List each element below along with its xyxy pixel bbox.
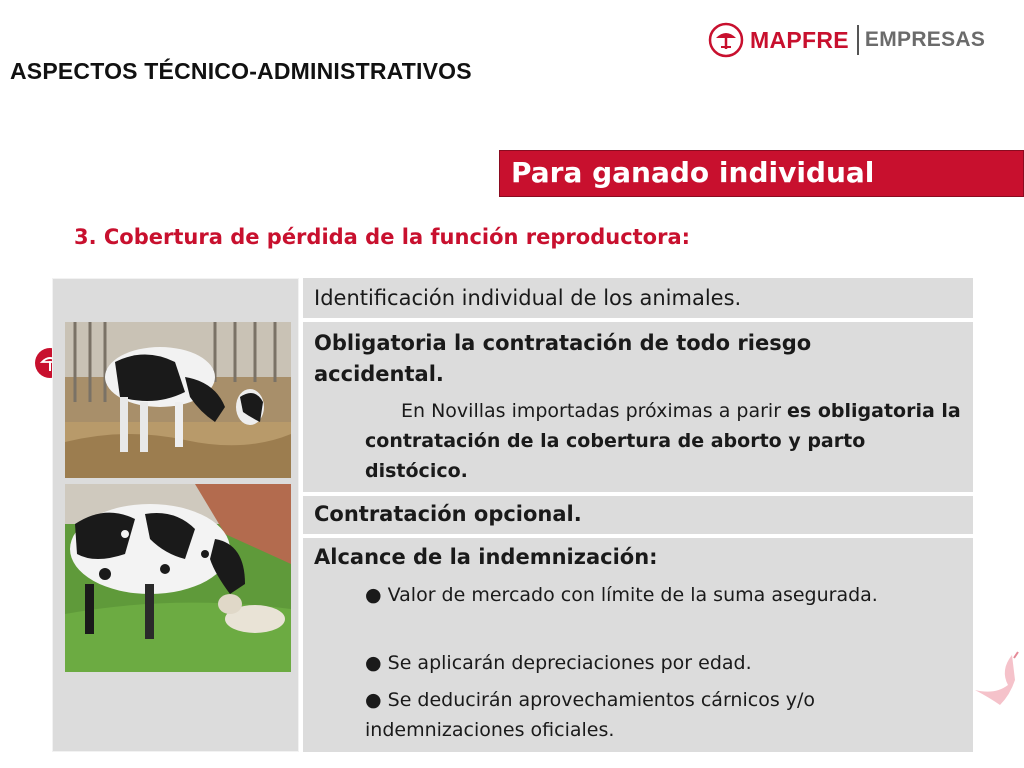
row-compensation-title: Alcance de la indemnización: (314, 545, 658, 569)
list-item (365, 648, 965, 678)
banner-text: Para ganado individual (511, 156, 875, 189)
note-prefix: En Novillas importadas próximas a parir (401, 400, 788, 422)
logo-brand-text: MAPFRE (750, 26, 849, 53)
row-compensation (303, 538, 973, 752)
list-item (365, 580, 965, 610)
bullet-text: Se aplicarán depreciaciones por edad. (387, 652, 752, 674)
bullet-text: Valor de mercado con límite de la suma asegurada. (387, 584, 878, 606)
bullet-text: Se deducirán aprovechamientos cárnicos y/o indemnizaciones oficiales. (365, 689, 816, 741)
bullet-icon: ● (365, 652, 382, 674)
decorative-figure-icon (970, 650, 1020, 710)
row-optional-text: Contratación opcional. (314, 502, 582, 526)
image-column (52, 278, 299, 752)
mapfre-logo (708, 22, 985, 58)
row-optional (303, 496, 973, 534)
logo-separator (857, 25, 859, 55)
row-mandatory-title: Obligatoria la contratación de todo riesgo accidental. (314, 331, 812, 386)
row-mandatory (303, 322, 973, 492)
coverage-table (52, 278, 973, 752)
cow-licking-calf-photo (65, 484, 291, 672)
row-mandatory-note (365, 396, 965, 486)
row-identification-text: Identificación individual de los animales. (314, 286, 742, 310)
logo-division-text: EMPRESAS (864, 28, 986, 51)
list-item (365, 685, 965, 745)
mapfre-emblem-icon (708, 22, 744, 58)
cow-with-calf-photo (65, 322, 291, 478)
section-banner (499, 150, 1024, 197)
page-header-title: ASPECTOS TÉCNICO-ADMINISTRATIVOS (10, 58, 472, 84)
bullet-icon: ● (365, 584, 382, 606)
bullet-icon: ● (365, 689, 382, 711)
note-bold: es obligatoria la contratación de la cobertura de aborto y parto distócico. (365, 400, 961, 482)
row-identification (303, 278, 973, 318)
section-heading: 3. Cobertura de pérdida de la función reproductora: (74, 225, 691, 249)
